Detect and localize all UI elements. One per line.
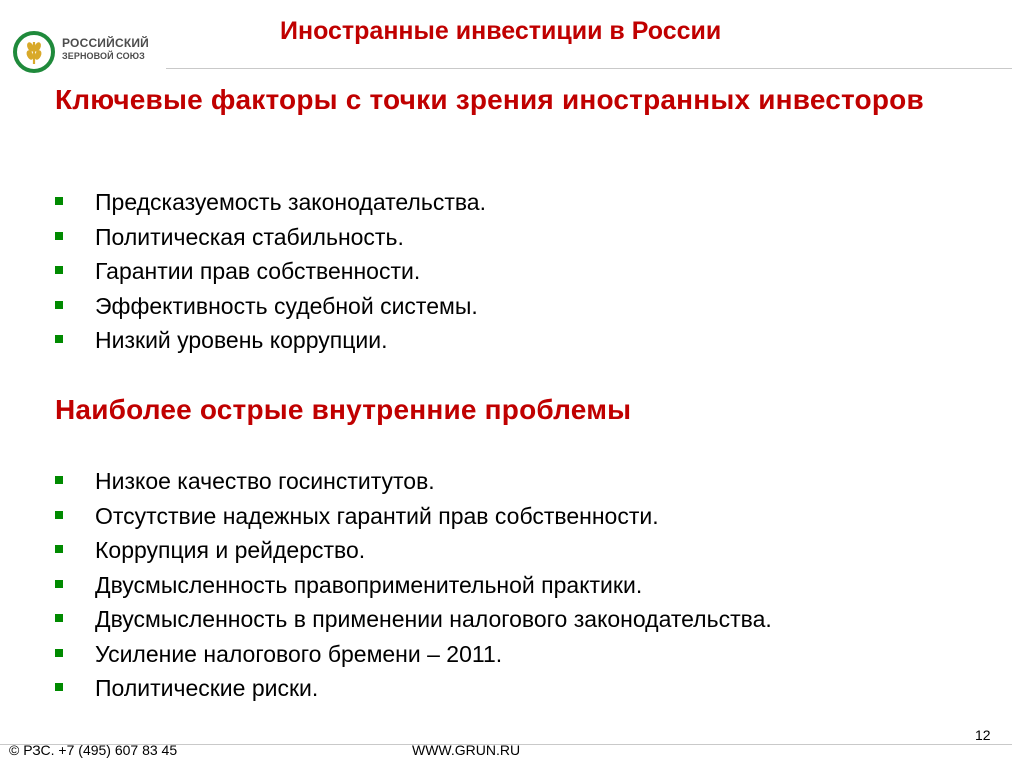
bullet-square-icon <box>55 335 63 343</box>
list-item-text: Двусмысленность в применении налогового законодательства. <box>95 606 772 632</box>
bullet-square-icon <box>55 545 63 553</box>
bullet-square-icon <box>55 232 63 240</box>
bullet-square-icon <box>55 649 63 657</box>
footer-website-link[interactable]: WWW.GRUN.RU <box>412 742 521 758</box>
slide-header-title: Иностранные инвестиции в России <box>280 17 722 45</box>
bullet-square-icon <box>55 266 63 274</box>
list-item-text: Эффективность судебной системы. <box>95 292 478 319</box>
list-item-text: Гарантии прав собственности. <box>95 258 421 284</box>
list-item-text: Коррупция и рейдерство. <box>95 537 366 563</box>
list-item-text: Усиление налогового бремени – 2011. <box>95 640 503 667</box>
bullet-square-icon <box>55 614 63 622</box>
section-heading-domestic-problems: Наиболее острые внутренние проблемы <box>55 394 632 425</box>
section-heading-key-factors: Ключевые факторы с точки зрения иностранных инвесторов <box>55 84 924 115</box>
bullet-square-icon <box>55 580 63 588</box>
logo-line-1: РОССИЙСКИЙ <box>62 36 150 50</box>
bullet-square-icon <box>55 511 63 519</box>
logo-line-2: ЗЕРНОВОЙ СОЮЗ <box>62 51 145 61</box>
list-item-text: Политические риски. <box>95 675 319 701</box>
grain-union-logo-icon <box>12 30 56 74</box>
bullet-square-icon <box>55 476 63 484</box>
logo-text <box>62 37 149 63</box>
list-item-text: Отсутствие надежных гарантий прав собственности. <box>95 502 659 529</box>
list-item-text: Низкий уровень коррупции. <box>95 327 388 353</box>
header-divider <box>166 68 1012 69</box>
footer-contact: © РЗС. +7 (495) 607 83 45 <box>9 742 178 758</box>
list-item-text: Двусмысленность правоприменительной практики. <box>95 571 643 598</box>
list-item-text: Низкое качество госинститутов. <box>95 468 435 494</box>
bullet-square-icon <box>55 197 63 205</box>
bullet-square-icon <box>55 683 63 691</box>
list-item-text: Политическая стабильность. <box>95 223 404 250</box>
bullet-square-icon <box>55 301 63 309</box>
logo <box>12 30 162 74</box>
page-number: 12 <box>975 727 991 743</box>
list-item-text: Предсказуемость законодательства. <box>95 189 486 215</box>
